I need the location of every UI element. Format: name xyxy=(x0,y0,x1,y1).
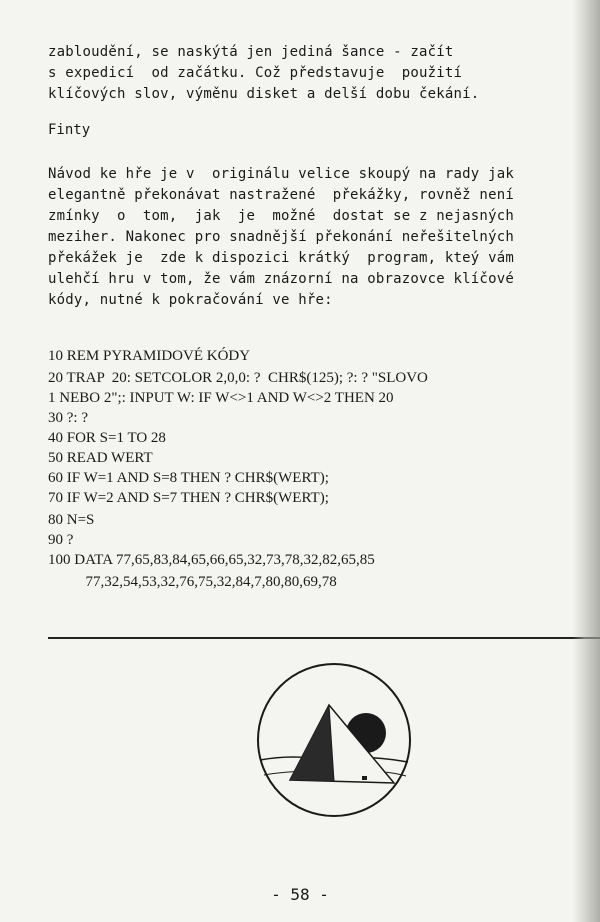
page-edge-shadow xyxy=(572,0,600,922)
pyramid-logo-icon xyxy=(254,660,414,820)
finty-paragraph: Návod ke hře je v originálu velice skoupý na rady jak elegantně překonávat nastražené překážky, rovněž není zmínky o tom, jak je možné dostat se z nejasných meziher. Nakonec pro snadnější překonání neřešitelných překážek je zde k dispozici krátký program, kteý vám ulehčí hru v tom, že vám znázorní na obrazovce klíčové kódy, nutné k pokračování ve hře: xyxy=(48,166,514,308)
code-line: 30 ?: ? xyxy=(48,410,88,426)
code-line: 20 TRAP 20: SETCOLOR 2,0,0: ? CHR$(125); ?: ? "SLOVO xyxy=(48,370,428,386)
code-line: 50 READ WERT xyxy=(48,450,153,466)
finty-heading: Finty xyxy=(48,122,91,138)
code-line: 60 IF W=1 AND S=8 THEN ? CHR$(WERT); xyxy=(48,470,329,486)
code-line: 77,32,54,53,32,76,75,32,84,7,80,80,69,78 xyxy=(48,574,337,590)
code-line: 80 N=S xyxy=(48,512,95,528)
code-line: 40 FOR S=1 TO 28 xyxy=(48,430,166,446)
code-line: 90 ? xyxy=(48,532,74,548)
page-number: - 58 - xyxy=(271,885,329,904)
intro-paragraph: zabloudění, se naskýtá jen jediná šance - začít s expedicí od začátku. Což představuje použití klíčových slov, výměnu disket a delší dobu čekání. xyxy=(48,44,480,102)
code-line: 10 REM PYRAMIDOVÉ KÓDY xyxy=(48,348,251,364)
code-line: 100 DATA 77,65,83,84,65,66,65,32,73,78,32,82,65,85 xyxy=(48,552,375,568)
horizontal-divider xyxy=(48,637,600,639)
code-line: 70 IF W=2 AND S=7 THEN ? CHR$(WERT); xyxy=(48,490,329,506)
code-line: 1 NEBO 2";: INPUT W: IF W<>1 AND W<>2 THEN 20 xyxy=(48,390,394,406)
